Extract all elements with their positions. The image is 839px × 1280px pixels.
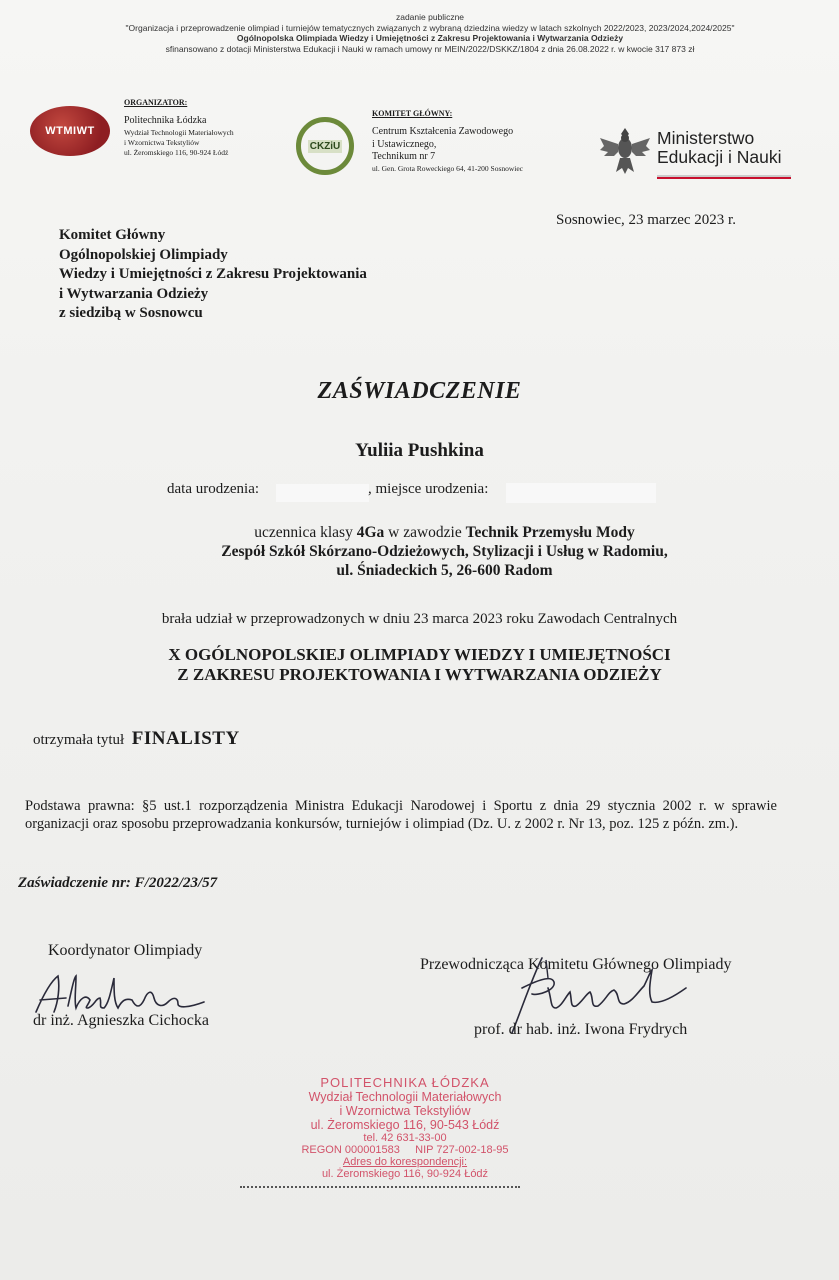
- olympiad-line-2: Z ZAKRESU PROJEKTOWANIA I WYTWARZANIA ODZIEŻY: [177, 665, 662, 684]
- school-line-2: Zespół Szkół Skórzano-Odzieżowych, Stylizacji i Usług w Radomiu,: [221, 543, 668, 560]
- ministry-name: [657, 129, 782, 167]
- chair-name: prof. dr hab. inż. Iwona Frydrych: [474, 1021, 688, 1038]
- committee-line-3: Technikum nr 7: [372, 151, 436, 162]
- funding-line-3: Ogólnopolska Olimpiada Wiedzy i Umiejętności z Zakresu Projektowania i Wytwarzania Odzieży: [236, 33, 624, 43]
- ckziu-logo: [296, 117, 354, 175]
- stamp-line-3: i Wzornictwa Tekstyliów: [339, 1104, 471, 1118]
- award-value: FINALISTY: [131, 728, 240, 749]
- committee-address-block: [59, 226, 367, 324]
- coordinator-role: Koordynator Olimpiady: [48, 942, 203, 959]
- institution-stamp: [240, 1075, 570, 1180]
- stamp-line-2: Wydział Technologii Materiałowych: [308, 1090, 502, 1104]
- funding-line-2: "Organizacja i przeprowadzenie olimpiad i turniejów tematycznych związanych z wybraną dziedzina wiedzy w latach szkolnych 2022/2023, 2023/2024,2024/2025": [125, 22, 735, 33]
- polish-eagle-icon: [596, 122, 654, 180]
- committee-addr-line-3: Wiedzy i Umiejętności z Zakresu Projektowania: [59, 266, 367, 282]
- profession-prefix: w zawodzie: [384, 524, 466, 541]
- school-line-3: ul. Śniadeckich 5, 26-600 Radom: [336, 562, 553, 579]
- stamp-line-1: POLITECHNIKA ŁÓDZKA: [320, 1075, 490, 1090]
- committee-addr-line-5: z siedzibą w Sosnowcu: [59, 305, 203, 321]
- stamp-line-5: tel. 42 631-33-00: [363, 1132, 447, 1144]
- birth-date-label: data urodzenia:: [167, 481, 260, 497]
- birth-place-redaction: [506, 483, 656, 503]
- committee-logo-block: [372, 109, 523, 174]
- organizer-dept-1: Wydział Technologii Materiałowych: [124, 127, 234, 137]
- committee-addr-line-1: Komitet Główny: [59, 227, 166, 243]
- school-block: [0, 523, 839, 580]
- birth-place-label: , miejsce urodzenia:: [368, 481, 489, 497]
- funding-line-4: sfinansowano z dotacji Ministerstwa Edukacji i Nauki w ramach umowy nr MEIN/2022/DSKKZ/1804 z dnia 26.08.2022 r. w kwocie 317 873 zł: [165, 43, 695, 54]
- committee-addr-line-2: Ogólnopolskiej Olimpiady: [59, 246, 228, 263]
- olympiad-name: [0, 645, 839, 685]
- award-label: otrzymała tytuł: [33, 732, 125, 748]
- committee-address: ul. Gen. Grota Roweckiego 64, 41-200 Sosnowiec: [372, 163, 524, 173]
- class-prefix: uczennica klasy: [254, 524, 357, 541]
- funding-note: [70, 12, 790, 54]
- organizer-block: [124, 98, 234, 158]
- dotted-signature-line: [240, 1186, 520, 1188]
- stamp-line-7: Adres do korespondencji:: [342, 1156, 468, 1168]
- place-date: Sosnowiec, 23 marzec 2023 r.: [556, 212, 736, 228]
- school-line-1: [0, 523, 839, 542]
- stamp-line-4: ul. Żeromskiego 116, 90-543 Łódź: [310, 1118, 500, 1132]
- document-title: ZAŚWIADCZENIE: [317, 378, 522, 404]
- committee-line-1: Centrum Kształcenia Zawodowego: [372, 126, 514, 137]
- class-value: 4Ga: [356, 524, 385, 541]
- ministry-line-2: Edukacji i Nauki: [657, 147, 782, 167]
- committee-heading: KOMITET GŁÓWNY:: [372, 109, 453, 118]
- award-line: [33, 728, 240, 750]
- committee-line-2: i Ustawicznego,: [372, 138, 437, 150]
- organizer-address: ul. Żeromskiego 116, 90-924 Łódź: [124, 147, 229, 157]
- stamp-line-6: REGON 000001583 NIP 727-002-18-95: [301, 1144, 509, 1156]
- ministry-flag-bar: [657, 175, 791, 179]
- recipient-name: Yuliia Pushkina: [355, 440, 484, 461]
- olympiad-line-1: X OGÓLNOPOLSKIEJ OLIMPIADY WIEDZY I UMIEJĘTNOŚCI: [168, 645, 671, 664]
- participation-text: brała udział w przeprowadzonych w dniu 23 marca 2023 roku Zawodach Centralnych: [161, 611, 678, 627]
- wtmiwt-logo-text: WTMIWT: [45, 125, 95, 137]
- organizer-name: Politechnika Łódzka: [124, 115, 207, 126]
- stamp-line-8: ul. Żeromskiego 116, 90-924 Łódź: [321, 1168, 489, 1180]
- profession-value: Technik Przemysłu Mody: [465, 524, 635, 541]
- birth-date-redaction: [276, 484, 369, 502]
- chair-role: Przewodnicząca Komitetu Głównego Olimpiady: [420, 956, 732, 973]
- committee-addr-line-4: i Wytwarzania Odzieży: [59, 285, 209, 302]
- ckziu-logo-text: CKZiU: [309, 140, 341, 152]
- legal-basis: Podstawa prawna: §5 ust.1 rozporządzenia Ministra Edukacji Narodowej i Sportu z dnia 29 stycznia 2002 r. w sprawie organizacji oraz sposobu przeprowadzania konkursów, turniejów i olimpiad (Dz. U. z 2002 r. Nr 13, poz. 125 z późn. zm.).: [25, 798, 777, 832]
- organizer-heading: ORGANIZATOR:: [124, 98, 188, 107]
- ministry-line-1: Ministerstwo: [657, 128, 755, 148]
- organizer-dept-2: i Wzornictwa Tekstyliów: [124, 137, 200, 147]
- coordinator-name: dr inż. Agnieszka Cichocka: [33, 1012, 209, 1029]
- certificate-number: Zaświadczenie nr: F/2022/23/57: [18, 875, 218, 891]
- funding-line-1: zadanie publiczne: [395, 12, 465, 22]
- wtmiwt-logo: [30, 106, 110, 156]
